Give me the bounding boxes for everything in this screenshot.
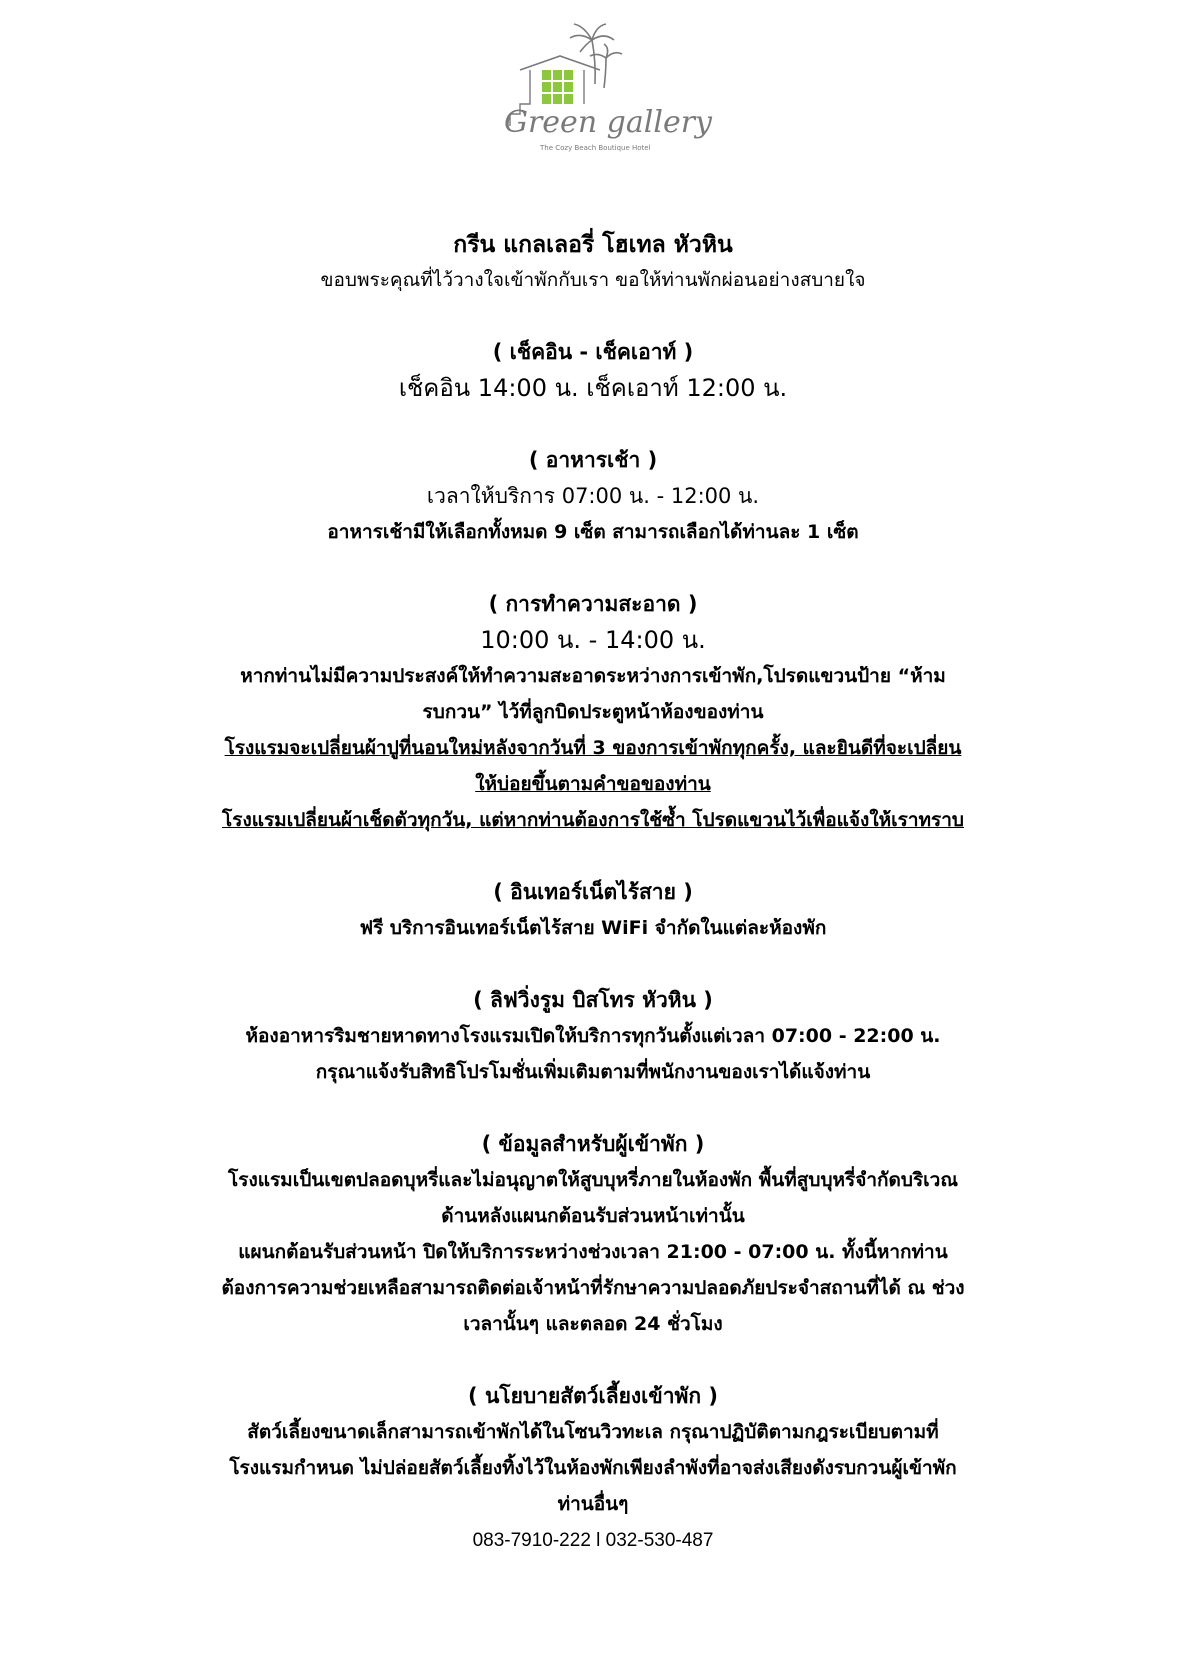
logo-brand: Green gallery: [504, 105, 712, 140]
logo-tagline: The Cozy Beach Boutique Hotel: [540, 144, 651, 152]
linen-policy-2: ให้บ่อยขึ้นตามคำขอของท่าน: [475, 773, 711, 795]
guest-info-4: ต้องการความช่วยเหลือสามารถติดต่อเจ้าหน้าที่รักษาความปลอดภัยประจำสถานที่ได้ ณ ช่วง: [221, 1277, 965, 1299]
guest-info-5: เวลานั้นๆ และตลอด 24 ชั่วโมง: [463, 1313, 723, 1335]
hotel-logo: [500, 22, 712, 172]
linen-policy-1: โรงแรมจะเปลี่ยนผ้าปูที่นอนใหม่หลังจากวันที่ 3 ของการเข้าพักทุกครั้ง, และยินดีที่จะเปลี่ยน: [224, 737, 962, 759]
cleaning-heading: ( การทำความสะอาด ): [488, 592, 698, 616]
guest-info-2: ด้านหลังแผนกต้อนรับส่วนหน้าเท่านั้น: [441, 1205, 745, 1227]
pet-policy-3: ท่านอื่นๆ: [557, 1493, 629, 1515]
cleaning-info-1: หากท่านไม่มีความประสงค์ให้ทำความสะอาดระหว่างการเข้าพัก,โปรดแขวนป้าย “ห้าม: [240, 665, 946, 687]
welcome-message: ขอบพระคุณที่ไว้วางใจเข้าพักกับเรา ขอให้ท่านพักผ่อนอย่างสบายใจ: [320, 269, 866, 291]
guest-info-3: แผนกต้อนรับส่วนหน้า ปิดให้บริการระหว่างช่วงเวลา 21:00 - 07:00 น. ทั้งนี้หากท่าน: [238, 1241, 948, 1263]
cleaning-hours: 10:00 น. - 14:00 น.: [480, 626, 706, 654]
checkin-heading: ( เช็คอิน - เช็คเอาท์ ): [492, 340, 694, 364]
restaurant-info-1: ห้องอาหารริมชายหาดทางโรงแรมเปิดให้บริการทุกวันตั้งแต่เวลา 07:00 - 22:00 น.: [245, 1025, 941, 1047]
window-grid: [542, 70, 573, 104]
restaurant-heading: ( ลิฟวิ่งรูม บิสโทร หัวหิน ): [473, 988, 713, 1012]
guest-notice: [0, 228, 1186, 1558]
wifi-heading: ( อินเทอร์เน็ตไร้สาย ): [493, 880, 693, 904]
palm-tree-icon: [570, 24, 622, 88]
hotel-name: กรีน แกลเลอรี่ โฮเทล หัวหิน: [453, 232, 733, 258]
breakfast-hours: เวลาให้บริการ 07:00 น. - 12:00 น.: [426, 484, 760, 508]
logo-graphic: [500, 22, 712, 172]
pet-policy-1: สัตว์เลี้ยงขนาดเล็กสามารถเข้าพักได้ในโซนวิวทะเล กรุณาปฏิบัติตามกฎระเบียบตามที่: [247, 1421, 939, 1443]
checkin-times: เช็คอิน 14:00 น. เช็คเอาท์ 12:00 น.: [398, 374, 788, 402]
cleaning-info-2: รบกวน” ไว้ที่ลูกบิดประตูหน้าห้องของท่าน: [422, 701, 764, 723]
breakfast-heading: ( อาหารเช้า ): [528, 448, 658, 472]
pet-policy-2: โรงแรมกำหนด ไม่ปล่อยสัตว์เลี้ยงทิ้งไว้ในห้องพักเพียงลำพังที่อาจส่งเสียงดังรบกวนผู้เข้าพัก: [229, 1457, 957, 1479]
towel-policy: โรงแรมเปลี่ยนผ้าเช็ดตัวทุกวัน, แต่หากท่านต้องการใช้ซ้ำ โปรดแขวนไว้เพื่อแจ้งให้เราทราบ: [222, 809, 964, 831]
contact-phones: 083-7910-222 l 032-530-487: [472, 1530, 714, 1551]
guest-info-1: โรงแรมเป็นเขตปลอดบุหรี่และไม่อนุญาตให้สูบบุหรี่ภายในห้องพัก พื้นที่สูบบุหรี่จำกัดบริเวณ: [228, 1169, 958, 1191]
pet-policy-heading: ( นโยบายสัตว์เลี้ยงเข้าพัก ): [468, 1384, 718, 1408]
restaurant-info-2: กรุณาแจ้งรับสิทธิโปรโมชั่นเพิ่มเติมตามที่พนักงานของเราได้แจ้งท่าน: [315, 1061, 871, 1083]
breakfast-info: อาหารเช้ามีให้เลือกทั้งหมด 9 เซ็ต สามารถเลือกได้ท่านละ 1 เซ็ต: [327, 521, 859, 543]
wifi-info: ฟรี บริการอินเทอร์เน็ตไร้สาย WiFi จำกัดในแต่ละห้องพัก: [359, 917, 827, 939]
guest-info-heading: ( ข้อมูลสำหรับผู้เข้าพัก ): [481, 1132, 705, 1156]
